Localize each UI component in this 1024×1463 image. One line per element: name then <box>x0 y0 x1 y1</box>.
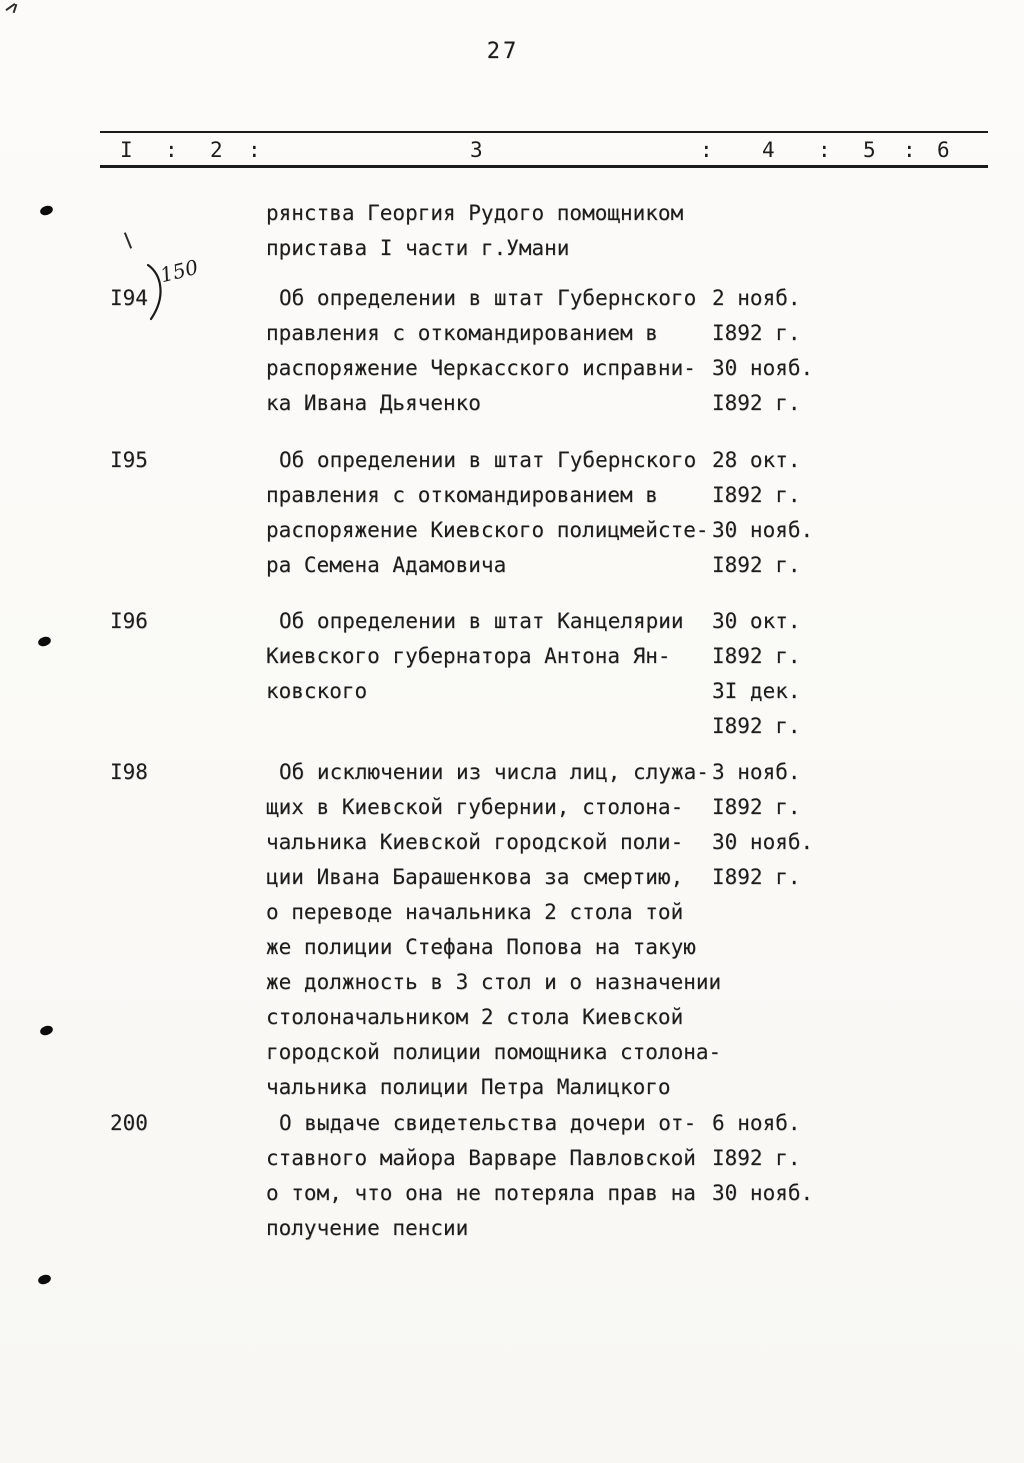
entry-text-line: чальника Киевской городской поли- <box>266 830 684 854</box>
column-header-6: 6 <box>937 138 950 162</box>
entry-date-line: I892 г. <box>712 795 801 819</box>
entry-description <box>266 755 721 1105</box>
entry-date-line: I892 г. <box>712 714 801 738</box>
column-header-2: 2 <box>210 138 223 162</box>
entry-description <box>266 196 683 266</box>
entry-date-line: 30 нояб. <box>712 356 814 380</box>
entry-date-line: 30 нояб. <box>712 1181 814 1205</box>
entry-text-line: ции Ивана Барашенкова за смертию, <box>266 865 684 889</box>
entry-number: I95 <box>110 448 148 472</box>
entry-text-line: же полиции Стефана Попова на такую <box>266 935 696 959</box>
entry-text-line: пристава I части г.Умани <box>266 236 570 260</box>
entry-text-line: Об определении в штат Канцелярии <box>279 609 684 633</box>
entry-date-line: 2 нояб. <box>712 286 801 310</box>
entry-dates <box>712 1106 813 1211</box>
entry-text-line: правления с откомандированием в <box>266 321 658 345</box>
entry-text-line: Киевского губернатора Антона Ян- <box>266 644 671 668</box>
entry-number: I96 <box>110 609 148 633</box>
entry-date-line: I892 г. <box>712 483 801 507</box>
entry-date-line: I892 г. <box>712 644 801 668</box>
entry-text-line: Об определении в штат Губернского <box>279 448 697 472</box>
column-separator: : <box>165 138 178 162</box>
entry-date-line: I892 г. <box>712 391 801 415</box>
margin-ink-dot <box>39 204 54 217</box>
column-separator: : <box>903 138 916 162</box>
entry-date-line: 3 нояб. <box>712 760 801 784</box>
entry-dates <box>712 755 813 895</box>
column-header-3: 3 <box>470 138 483 162</box>
entry-date-line: I892 г. <box>712 553 801 577</box>
column-header-5: 5 <box>863 138 876 162</box>
entry-number: I94 <box>110 286 148 310</box>
entry-text-line: о переводе начальника 2 стола той <box>266 900 684 924</box>
entry-date-line: 28 окт. <box>712 448 801 472</box>
table-header-row <box>0 134 1024 166</box>
entry-date-line: I892 г. <box>712 321 801 345</box>
entry-date-line: 6 нояб. <box>712 1111 801 1135</box>
entry-text-line: ра Семена Адамовича <box>266 553 507 577</box>
pen-mark <box>124 232 132 249</box>
handwritten-annotation <box>144 254 214 327</box>
entry-date-line: 30 нояб. <box>712 518 814 542</box>
entry-text-line: ставного майора Варваре Павловской <box>266 1146 696 1170</box>
entry-text-line: столоначальником 2 стола Киевской <box>266 1005 684 1029</box>
entry-date-line: 30 окт. <box>712 609 801 633</box>
margin-ink-dot <box>37 635 52 648</box>
entry-text-line: получение пенсии <box>266 1216 469 1240</box>
entry-text-line: распоряжение Киевского полицмейсте- <box>266 518 709 542</box>
entry-text-line: городской полиции помощника столона- <box>266 1040 722 1064</box>
entry-date-line: 30 нояб. <box>712 830 814 854</box>
entry-text-line: Об определении в штат Губернского <box>279 286 697 310</box>
margin-ink-dot <box>39 1024 54 1037</box>
margin-ink-dot <box>37 1273 52 1286</box>
page-number: 27 <box>486 39 520 64</box>
entry-text-line: распоряжение Черкасского исправни- <box>266 356 696 380</box>
entry-description <box>266 604 684 709</box>
entry-text-line: правления с откомандированием в <box>266 483 658 507</box>
entry-date-line: 3I дек. <box>712 679 801 703</box>
entry-text-line: рянства Георгия Рудого помощником <box>266 201 684 225</box>
entry-date-line: I892 г. <box>712 1146 801 1170</box>
entry-dates <box>712 604 801 744</box>
handwritten-number: 150 <box>157 254 201 288</box>
table-rule-bottom <box>100 165 988 168</box>
entry-text-line: О выдаче свидетельства дочери от- <box>279 1111 697 1135</box>
entry-number: 200 <box>110 1111 148 1135</box>
table-rule-top <box>100 131 988 133</box>
entry-description <box>266 281 696 421</box>
entry-dates <box>712 281 813 421</box>
column-header-1: I <box>120 138 133 162</box>
entry-description <box>266 1106 696 1246</box>
entry-text-line: же должность в 3 стол и о назначении <box>266 970 722 994</box>
entry-text-line: ка Ивана Дьяченко <box>266 391 481 415</box>
entry-text-line: чальника полиции Петра Малицкого <box>266 1075 671 1099</box>
column-header-4: 4 <box>762 138 775 162</box>
entry-text-line: Об исключении из числа лиц, служа- <box>279 760 709 784</box>
entry-text-line: ковского <box>266 679 368 703</box>
entry-number: I98 <box>110 760 148 784</box>
column-separator: : <box>248 138 261 162</box>
entry-text-line: щих в Киевской губернии, столона- <box>266 795 684 819</box>
entry-text-line: о том, что она не потеряла прав на <box>266 1181 696 1205</box>
column-separator: : <box>818 138 831 162</box>
entry-dates <box>712 443 813 583</box>
entry-date-line: I892 г. <box>712 865 801 889</box>
column-separator: : <box>700 138 713 162</box>
entry-description <box>266 443 709 583</box>
